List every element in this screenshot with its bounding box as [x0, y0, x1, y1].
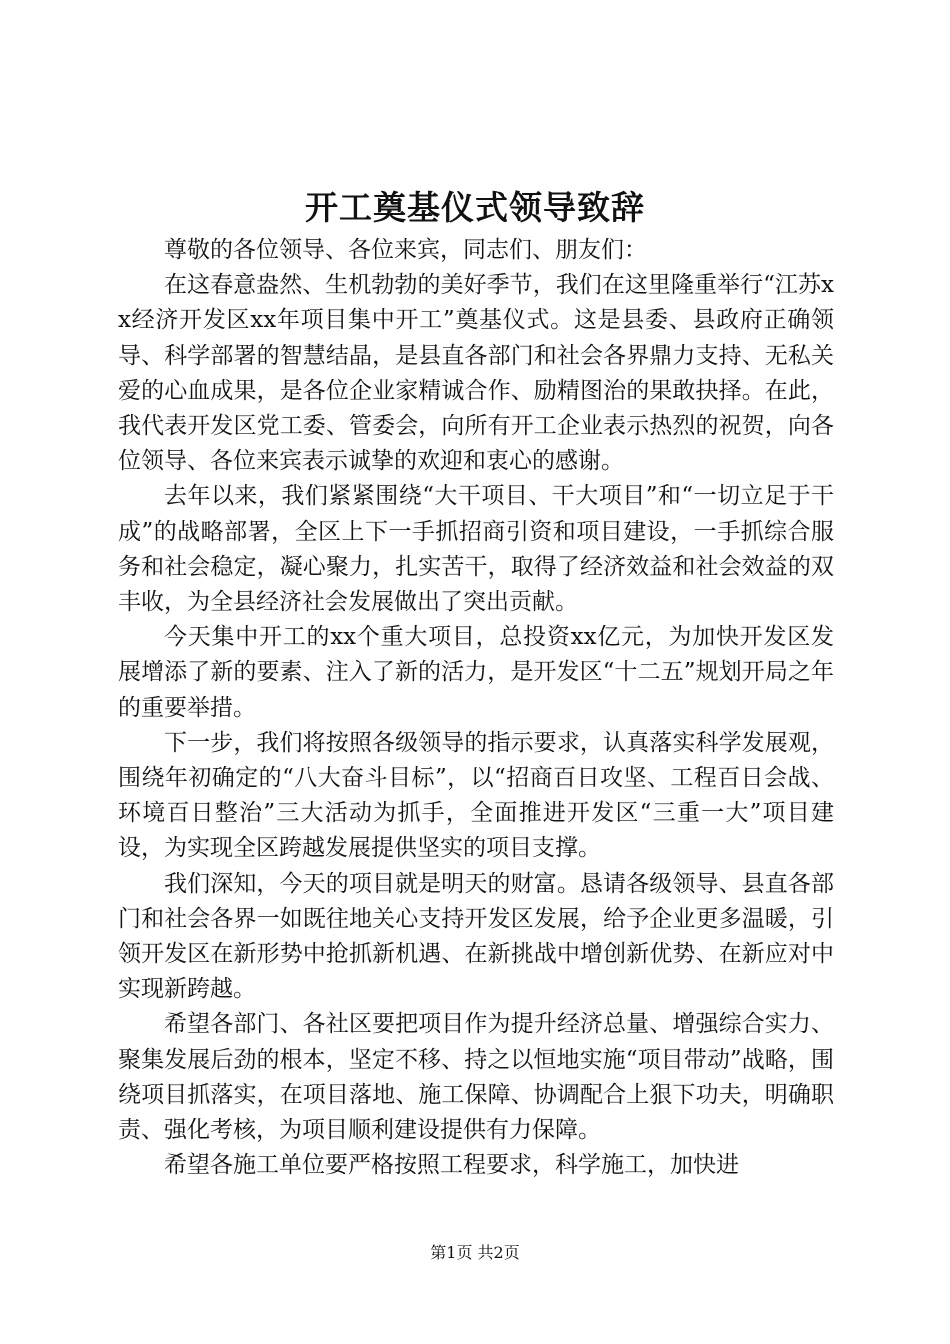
paragraph-opening: 在这春意盎然、生机勃勃的美好季节，我们在这里隆重举行“江苏xx经济开发区xx年项目集中开工”奠基仪式。这是县委、县政府正确领导、科学部署的智慧结晶，是县直各部门和社会各界鼎力支持、无私关爱的心血成果，是各位企业家精诚合作、励精图治的果敢抉择。在此，我代表开发区党工委、管委会，向所有开工企业表示热烈的祝贺，向各位领导、各位来宾表示诚挚的欢迎和衷心的感谢。: [118, 272, 834, 475]
page-footer: 第1页 共2页: [430, 1243, 520, 1262]
paragraph-salutation: 尊敬的各位领导、各位来宾，同志们、朋友们：: [164, 237, 647, 263]
document-title: 开工奠基仪式领导致辞: [305, 188, 645, 227]
paragraph-appeal: 我们深知，今天的项目就是明天的财富。恳请各级领导、县直各部门和社会各界一如既往地关心支持开发区发展，给予企业更多温暖，引领开发区在新形势中抢抓新机遇、在新挑战中增创新优势、在新应对中实现新跨越。: [118, 870, 834, 1003]
paragraph-review: 去年以来，我们紧紧围绕“大干项目、干大项目”和“一切立足于干成”的战略部署，全区上下一手抓招商引资和项目建设，一手抓综合服务和社会稳定，凝心聚力，扎实苦干，取得了经济效益和社会效益的双丰收，为全县经济社会发展做出了突出贡献。: [118, 483, 834, 616]
paragraph-next-steps: 下一步，我们将按照各级领导的指示要求，认真落实科学发展观，围绕年初确定的“八大奋斗目标”，以“招商百日攻坚、工程百日会战、环境百日整治”三大活动为抓手，全面推进开发区“三重一大”项目建设，为实现全区跨越发展提供坚实的项目支撑。: [118, 729, 834, 862]
document-body: [118, 233, 834, 1183]
paragraph-departments: 希望各部门、各社区要把项目作为提升经济总量、增强综合实力、聚集发展后劲的根本，坚定不移、持之以恒地实施“项目带动”战略，围绕项目抓落实，在项目落地、施工保障、协调配合上狠下功夫，明确职责、强化考核，为项目顺利建设提供有力保障。: [118, 1011, 834, 1144]
paragraph-contractors: 希望各施工单位要严格按照工程要求，科学施工，加快进: [164, 1152, 739, 1179]
paragraph-projects: 今天集中开工的xx个重大项目，总投资xx亿元，为加快开发区发展增添了新的要素、注入了新的活力，是开发区“十二五”规划开局之年的重要举措。: [118, 624, 834, 721]
